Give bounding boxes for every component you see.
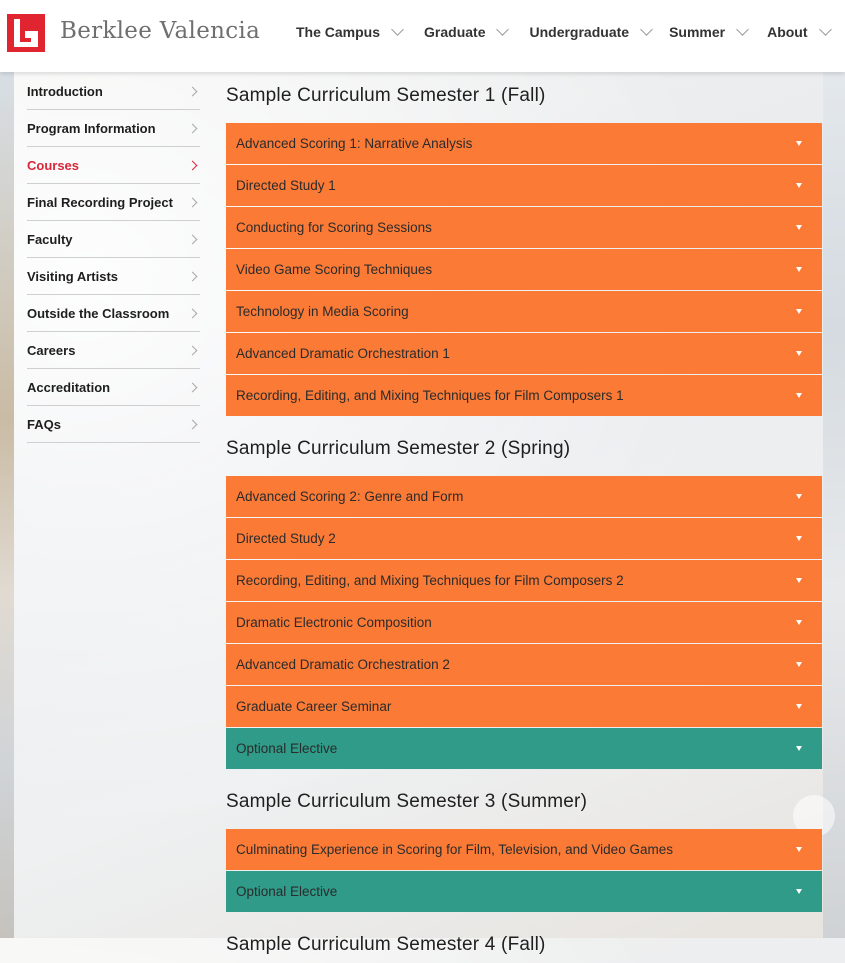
sidebar-item-outside-the-classroom[interactable] [27, 295, 200, 332]
chevron-right-icon [188, 86, 198, 96]
nav-the-campus[interactable] [296, 24, 402, 40]
sidebar-item-courses[interactable] [27, 147, 200, 184]
chevron-right-icon [188, 160, 198, 170]
curriculum-content [226, 78, 822, 963]
nav-label: Graduate [424, 24, 486, 40]
caret-down-icon [796, 183, 802, 188]
course-accordion[interactable] [226, 207, 822, 248]
nav-label: The Campus [296, 24, 381, 40]
course-accordion[interactable] [226, 871, 822, 912]
course-label: Conducting for Scoring Sessions [236, 220, 432, 235]
course-label: Recording, Editing, and Mixing Techniques for Film Composers 2 [236, 573, 624, 588]
chevron-right-icon [188, 345, 198, 355]
sidebar-item-visiting-artists[interactable] [27, 258, 200, 295]
sidebar-item-label: FAQs [27, 416, 61, 432]
chevron-right-icon [188, 234, 198, 244]
sidebar-item-faculty[interactable] [27, 221, 200, 258]
caret-down-icon [796, 620, 802, 625]
chevron-right-icon [188, 419, 198, 429]
nav-about[interactable] [767, 24, 829, 40]
caret-down-icon [796, 141, 802, 146]
course-accordion[interactable] [226, 249, 822, 290]
course-label: Graduate Career Seminar [236, 699, 392, 714]
chevron-down-icon [640, 23, 653, 36]
nav-summer[interactable] [669, 24, 747, 40]
course-accordion[interactable] [226, 291, 822, 332]
course-label: Culminating Experience in Scoring for Film, Television, and Video Games [236, 842, 673, 857]
course-label: Recording, Editing, and Mixing Techniques for Film Composers 1 [236, 388, 624, 403]
section-sidebar [27, 73, 200, 443]
nav-label: Summer [669, 24, 726, 40]
sidebar-item-label: Accreditation [27, 379, 111, 395]
course-label: Optional Elective [236, 741, 338, 756]
chevron-down-icon [497, 23, 510, 36]
course-label: Advanced Scoring 1: Narrative Analysis [236, 136, 473, 151]
course-label: Video Game Scoring Techniques [236, 262, 433, 277]
caret-down-icon [796, 309, 802, 314]
background-image-left [0, 72, 14, 938]
caret-down-icon [796, 351, 802, 356]
course-accordion[interactable] [226, 123, 822, 164]
nav-label: About [767, 24, 808, 40]
sidebar-item-program-information[interactable] [27, 110, 200, 147]
course-label: Directed Study 1 [236, 178, 336, 193]
caret-down-icon [796, 704, 802, 709]
caret-down-icon [796, 393, 802, 398]
semester-title: Sample Curriculum Semester 4 (Fall) [226, 934, 546, 955]
course-label: Advanced Dramatic Orchestration 2 [236, 657, 450, 672]
course-accordion[interactable] [226, 476, 822, 517]
chevron-right-icon [188, 382, 198, 392]
sidebar-item-label: Final Recording Project [27, 194, 173, 210]
sidebar-item-label: Courses [27, 157, 80, 173]
chevron-down-icon [819, 23, 832, 36]
berklee-logo-icon[interactable] [7, 14, 45, 52]
chevron-right-icon [188, 123, 198, 133]
caret-down-icon [796, 494, 802, 499]
chevron-down-icon [391, 23, 404, 36]
course-accordion[interactable] [226, 829, 822, 870]
caret-down-icon [796, 889, 802, 894]
caret-down-icon [796, 578, 802, 583]
course-accordion[interactable] [226, 686, 822, 727]
caret-down-icon [796, 536, 802, 541]
site-header [0, 0, 845, 72]
sidebar-item-label: Outside the Classroom [27, 305, 170, 321]
sidebar-item-faqs[interactable] [27, 406, 200, 443]
brand-name[interactable]: Berklee Valencia [60, 18, 261, 44]
semester-title: Sample Curriculum Semester 2 (Spring) [226, 438, 571, 459]
chevron-right-icon [188, 197, 198, 207]
caret-down-icon [796, 847, 802, 852]
course-accordion[interactable] [226, 728, 822, 769]
chevron-down-icon [736, 23, 749, 36]
sidebar-item-label: Introduction [27, 83, 103, 99]
course-accordion[interactable] [226, 560, 822, 601]
caret-down-icon [796, 662, 802, 667]
nav-label: Undergraduate [529, 24, 630, 40]
course-accordion[interactable] [226, 602, 822, 643]
course-label: Optional Elective [236, 884, 338, 899]
nav-undergraduate[interactable] [529, 24, 651, 40]
semester-title: Sample Curriculum Semester 3 (Summer) [226, 791, 588, 812]
course-accordion[interactable] [226, 165, 822, 206]
caret-down-icon [796, 225, 802, 230]
sidebar-item-label: Program Information [27, 120, 156, 136]
course-label: Dramatic Electronic Composition [236, 615, 432, 630]
course-label: Advanced Scoring 2: Genre and Form [236, 489, 464, 504]
chevron-right-icon [188, 271, 198, 281]
main-nav [296, 24, 830, 40]
nav-graduate[interactable] [424, 24, 507, 40]
course-label: Directed Study 2 [236, 531, 336, 546]
caret-down-icon [796, 267, 802, 272]
course-label: Advanced Dramatic Orchestration 1 [236, 346, 450, 361]
sidebar-item-final-recording-project[interactable] [27, 184, 200, 221]
sidebar-item-label: Careers [27, 342, 76, 358]
sidebar-item-introduction[interactable] [27, 73, 200, 110]
sidebar-item-label: Faculty [27, 231, 73, 247]
semester-title: Sample Curriculum Semester 1 (Fall) [226, 85, 546, 106]
caret-down-icon [796, 746, 802, 751]
chevron-right-icon [188, 308, 198, 318]
sidebar-item-accreditation[interactable] [27, 369, 200, 406]
course-accordion[interactable] [226, 518, 822, 559]
course-accordion[interactable] [226, 644, 822, 685]
sidebar-item-careers[interactable] [27, 332, 200, 369]
sidebar-item-label: Visiting Artists [27, 268, 119, 284]
course-label: Technology in Media Scoring [236, 304, 409, 319]
course-accordion[interactable] [226, 375, 822, 416]
course-accordion[interactable] [226, 333, 822, 374]
